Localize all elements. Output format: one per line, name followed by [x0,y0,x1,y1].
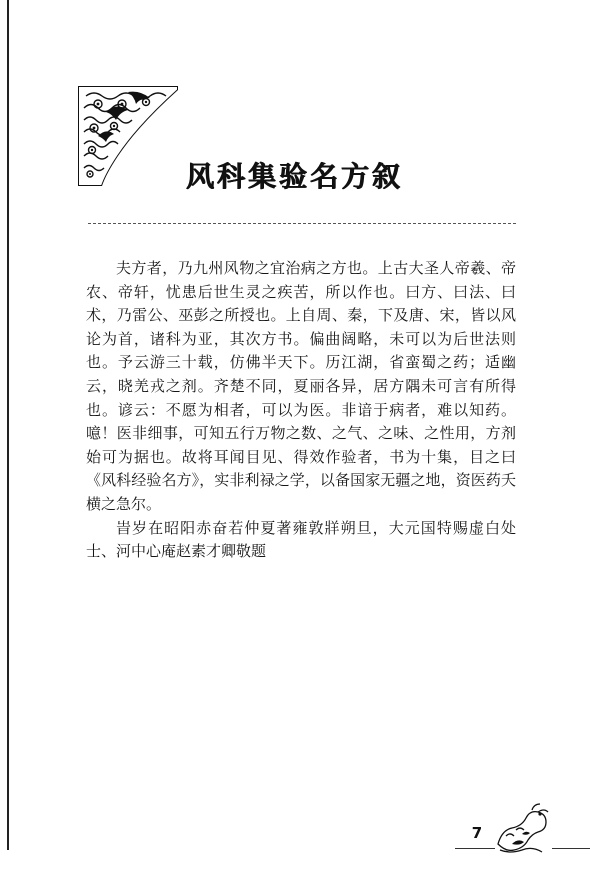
title-divider [88,223,516,224]
page-edge-rule [7,0,9,850]
page-number: 7 [471,824,483,842]
preface-body [86,257,516,564]
page-title: 风科集验名方叙 [186,160,404,193]
paragraph: 夫方者，乃九州风物之宜治病之方也。上古大圣人帝羲、帝农、帝轩，忧患后世生灵之疾苦，所以作也。曰方、曰法、曰术，乃雷公、巫彭之所授也。上自周、秦，下及唐、宋，皆以风论为首，诸科为亚，其次方书。偏曲阔略，未可以为后世法则也。予云游三十载，仿佛半天下。历江湖，省蛮蜀之药；适幽云，晓羌戎之剂。齐楚不同，夏丽各异，居方隅未可言有所得也。谚云：不愿为相者，可以为医。非谙于病者，难以知药。噫！医非细事，可知五行万物之数、之气、之味、之性用，方剂始可为据也。故将耳闻目见、得效作验者，书为十集，目之曰《风科经验名方》，实非利禄之学，以备国家无疆之地，资医药夭横之急尔。 [86,259,516,513]
footer-rule [455,848,495,849]
dragon-ornament-icon [492,800,554,856]
cloud-scroll-ornament-icon [78,86,178,186]
paragraph: 旹岁在昭阳赤奋若仲夏著雍敦牂朔旦，大元国特赐虚白处士、河中心庵赵素才卿敬题 [86,518,516,561]
footer-rule [552,848,590,849]
